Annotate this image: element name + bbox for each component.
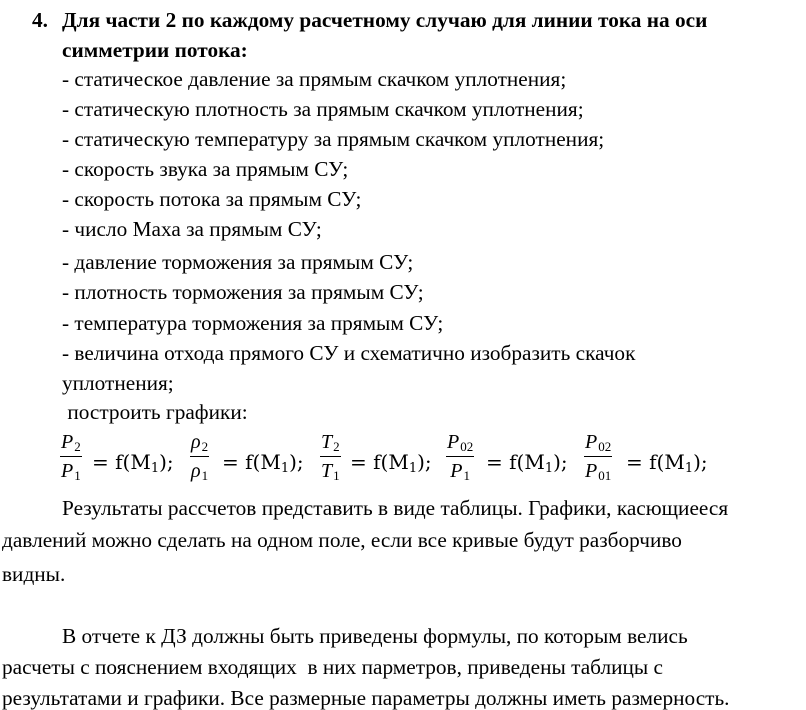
fraction-p02-p1: $P_{02}$ $P_1$ <box>447 431 474 484</box>
paragraph-report-line-1: В отчете к ДЗ должны быть приведены формулы, по которым велись <box>62 624 688 648</box>
paragraph-results-line-3: видны. <box>2 562 66 586</box>
formula-rhs: = $f(M_1)$; <box>626 450 708 476</box>
list-item: - статическую плотность за прямым скачком уплотнения; <box>62 97 584 121</box>
formula-rhs: = $f(M_1)$; <box>486 450 568 476</box>
paragraph-results-line-1: Результаты рассчетов представить в виде таблицы. Графики, касющиееся <box>62 496 729 520</box>
list-item: - температура торможения за прямым СУ; <box>62 311 444 335</box>
task-heading-line-1: Для части 2 по каждому расчетному случаю для линии тока на оси <box>62 8 708 32</box>
paragraph-report-line-3: результатами и графики. Все размерные параметры должны иметь размерность. <box>2 686 730 710</box>
formula-rhs: = $f(M_1)$; <box>222 450 304 476</box>
formula-rhs: = $f(M_1)$; <box>92 450 174 476</box>
list-item: - скорость звука за прямым СУ; <box>62 157 349 181</box>
list-item: - давление торможения за прямым СУ; <box>62 250 414 274</box>
list-item: - статическую температуру за прямым скачком уплотнения; <box>62 127 605 151</box>
fraction-rho2-rho1: $\rho_2$ $\rho_1$ <box>191 431 209 484</box>
fraction-p02-p01: $P_{02}$ $P_{01}$ <box>585 431 612 484</box>
list-item-continuation: уплотнения; <box>62 371 174 395</box>
formula-rhs: = $f(M_1)$; <box>350 450 432 476</box>
fraction-p2-p1: $P_2$ $P_1$ <box>61 431 81 484</box>
fraction-t2-t1: $T_2$ $T_1$ <box>321 431 340 484</box>
list-item: - плотность торможения за прямым СУ; <box>62 280 424 304</box>
paragraph-report-line-2: расчеты с пояснением входящих в них парметров, приведены таблицы с <box>2 655 663 679</box>
list-item: - статическое давление за прямым скачком уплотнения; <box>62 67 567 91</box>
list-item: - величина отхода прямого СУ и схематично изобразить скачок <box>62 341 636 365</box>
list-item: - число Маха за прямым СУ; <box>62 217 322 241</box>
graphs-intro: построить графики: <box>62 400 248 424</box>
paragraph-results-line-2: давлений можно сделать на одном поле, если все кривые будут разборчиво <box>2 528 682 552</box>
task-number: 4. <box>32 8 48 32</box>
task-heading-line-2: симметрии потока: <box>62 38 248 62</box>
list-item: - скорость потока за прямым СУ; <box>62 187 362 211</box>
